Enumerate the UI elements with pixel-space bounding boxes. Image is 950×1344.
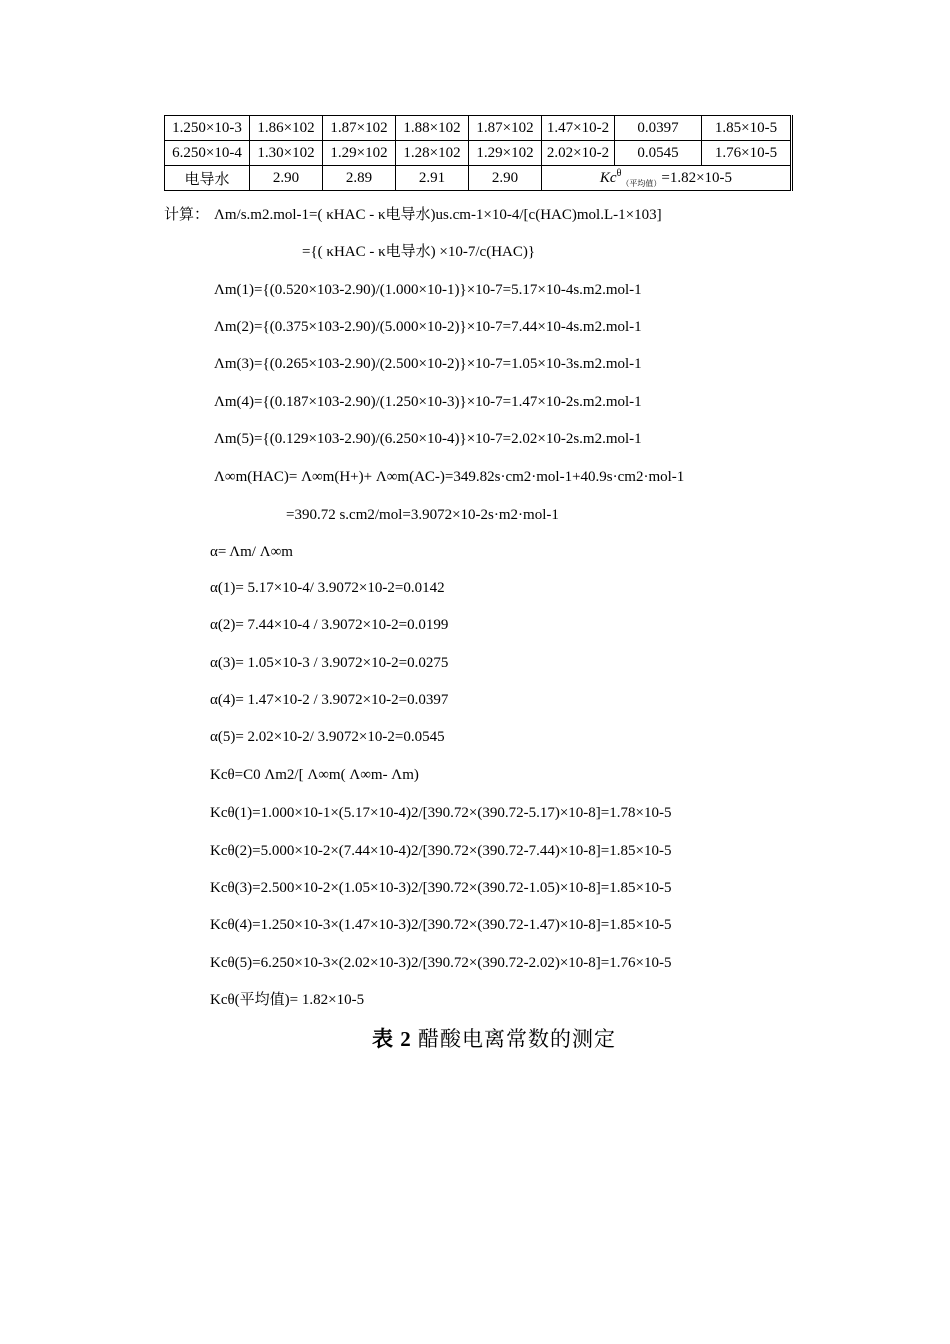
calc-line: Λm(1)={(0.520×103-2.90)/(1.000×10-1)}×10-7=5.17×10-4s.m2.mol-1 <box>214 282 642 298</box>
table-cell: 2.90 <box>469 166 542 191</box>
caption-text: 醋酸电离常数的测定 <box>418 1027 616 1051</box>
table-cell-label: 电导水 <box>165 166 250 191</box>
table-cell: 1.86×102 <box>250 116 323 141</box>
data-table <box>164 115 793 191</box>
table-cell: 0.0397 <box>615 116 702 141</box>
calc-line: Λm(4)={(0.187×103-2.90)/(1.250×10-3)}×10-7=1.47×10-2s.m2.mol-1 <box>214 394 642 410</box>
calc-line: Λ∞m(HAC)= Λ∞m(H+)+ Λ∞m(AC-)=349.82s·cm2·mol-1+40.9s·cm2·mol-1 <box>214 469 685 485</box>
calc-line: Λm(5)={(0.129×103-2.90)/(6.250×10-4)}×10-7=2.02×10-2s.m2.mol-1 <box>214 431 642 447</box>
caption-prefix: 表 2 <box>372 1027 412 1051</box>
table-row <box>165 166 792 191</box>
calc-label: 计算： <box>164 207 210 223</box>
table-cell: 1.29×102 <box>323 141 396 166</box>
calc-line: Kcθ(3)=2.500×10-2×(1.05×10-3)2/[390.72×(390.72-1.05)×10-8]=1.85×10-5 <box>210 880 672 896</box>
calc-line: Λm/s.m2.mol-1=( κHAC - κ电导水)us.cm-1×10-4/[c(HAC)mol.L-1×103] <box>214 207 662 223</box>
table-cell: 1.30×102 <box>250 141 323 166</box>
table-cell: 1.47×10-2 <box>542 116 615 141</box>
table-cell: 1.87×102 <box>469 116 542 141</box>
calc-line: α(5)= 2.02×10-2/ 3.9072×10-2=0.0545 <box>210 729 445 745</box>
table-cell: 1.250×10-3 <box>165 116 250 141</box>
calc-line: Kcθ(平均值)= 1.82×10-5 <box>210 992 365 1008</box>
calc-line: Kcθ=C0 Λm2/[ Λ∞m( Λ∞m- Λm) <box>210 767 419 783</box>
calc-line: =390.72 s.cm2/mol=3.9072×10-2s·m2·mol-1 <box>286 507 559 523</box>
table-row <box>165 141 792 166</box>
table-cell: 2.91 <box>396 166 469 191</box>
table-cell: 1.87×102 <box>323 116 396 141</box>
calc-line: α(2)= 7.44×10-4 / 3.9072×10-2=0.0199 <box>210 617 449 633</box>
table-cell: 1.29×102 <box>469 141 542 166</box>
calc-line: α(3)= 1.05×10-3 / 3.9072×10-2=0.0275 <box>210 655 449 671</box>
table-cell: 1.76×10-5 <box>702 141 792 166</box>
table-cell: 0.0545 <box>615 141 702 166</box>
kc-sup: θ <box>616 167 622 179</box>
calc-line: Λm(2)={(0.375×103-2.90)/(5.000×10-2)}×10-7=7.44×10-4s.m2.mol-1 <box>214 319 642 335</box>
calc-line: Kcθ(5)=6.250×10-3×(2.02×10-3)2/[390.72×(390.72-2.02)×10-8]=1.76×10-5 <box>210 955 672 971</box>
table-cell: 1.88×102 <box>396 116 469 141</box>
calc-line: Λm(3)={(0.265×103-2.90)/(2.500×10-2)}×10-7=1.05×10-3s.m2.mol-1 <box>214 356 642 372</box>
table-cell: 2.89 <box>323 166 396 191</box>
calc-line: ={( κHAC - κ电导水) ×10-7/c(HAC)} <box>302 244 536 260</box>
table-cell: 1.85×10-5 <box>702 116 792 141</box>
kc-average-cell <box>542 166 792 191</box>
table-cell: 2.90 <box>250 166 323 191</box>
calc-line: Kcθ(4)=1.250×10-3×(1.47×10-3)2/[390.72×(390.72-1.47)×10-8]=1.85×10-5 <box>210 917 672 933</box>
kc-value: =1.82×10-5 <box>661 169 733 186</box>
table-cell: 6.250×10-4 <box>165 141 250 166</box>
calc-line: Kcθ(1)=1.000×10-1×(5.17×10-4)2/[390.72×(390.72-5.17)×10-8]=1.78×10-5 <box>210 805 672 821</box>
calc-line: α(1)= 5.17×10-4/ 3.9072×10-2=0.0142 <box>210 580 445 596</box>
table-cell: 2.02×10-2 <box>542 141 615 166</box>
table-caption <box>372 1023 616 1053</box>
table-cell: 1.28×102 <box>396 141 469 166</box>
table-row <box>165 116 792 141</box>
kc-sub: （平均值） <box>621 178 662 188</box>
kc-symbol: Kc <box>599 169 617 186</box>
calc-line: α= Λm/ Λ∞m <box>210 544 293 560</box>
calc-line: α(4)= 1.47×10-2 / 3.9072×10-2=0.0397 <box>210 692 449 708</box>
calc-line: Kcθ(2)=5.000×10-2×(7.44×10-4)2/[390.72×(390.72-7.44)×10-8]=1.85×10-5 <box>210 843 672 859</box>
